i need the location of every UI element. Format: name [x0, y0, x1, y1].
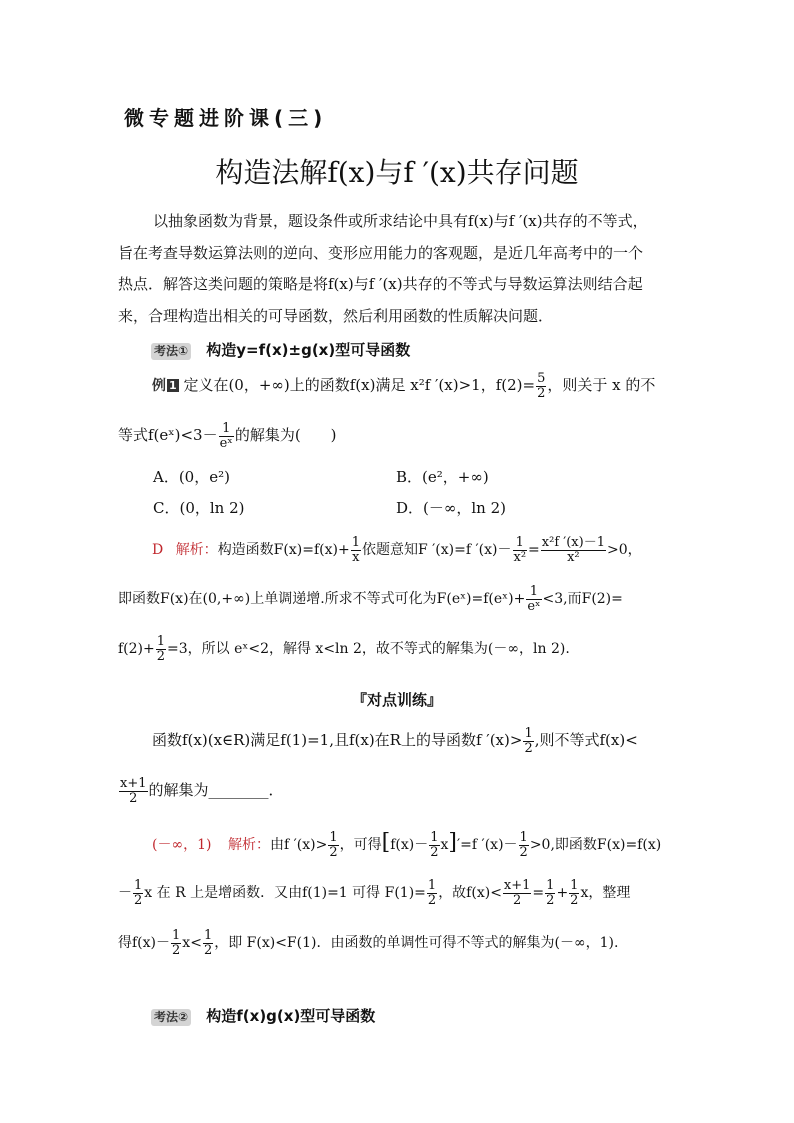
method1-badge: 考法①	[151, 343, 191, 360]
page-title: 构造法解f(x)与f ′(x)共存问题	[215, 156, 579, 189]
method1-title: 构造y=f(x)±g(x)型可导函数	[206, 341, 411, 359]
solution1-line1: D 解析：构造函数F(x)=f(x)+ $\frac{1}{x}$ 依题意知F ′(x)=f ′(x)－ $\frac{1}{\text{x²}}$ = $\frac{\text{x²f ′(x)－1}}{\text{x²}}$ >0，	[152, 534, 642, 565]
solution2-line1: (－∞，1) 解析：由f ′(x)> $\frac{1}{2}$ ，可得[f(x)－ $\frac{1}{2}$ x]′=f ′(x)－ $\frac{1}{2}$ >0,即函数F(x)=f(x)	[152, 829, 662, 860]
analysis-label: 解析：	[175, 542, 218, 558]
method2-badge: 考法②	[151, 1009, 191, 1026]
method1-header	[151, 339, 410, 360]
method2-header	[151, 1005, 375, 1026]
solution2-line2: － $\frac{1}{2}$ x 在 R 上是增函数．又由f(1)=1 可得 F(1)= $\frac{1}{2}$ ，故f(x)< $\frac{x+1}{2}$ = $\frac{1}{2}$ + $\frac{1}{2}$ x，整理	[118, 877, 631, 908]
solution1-line2: 即函数F(x)在(0,+∞)上单调递增.所求不等式可化为F(eˣ)=f(eˣ)+ $\frac{1}{\text{eˣ}}$ <3,而F(2)=	[118, 583, 623, 614]
method2-title: 构造f(x)g(x)型可导函数	[206, 1007, 376, 1025]
solution1-line3: f(2)+ $\frac{1}{2}$ =3，所以 eˣ<2，解得 x<ln 2，故不等式的解集为(－∞，ln 2).	[118, 633, 570, 664]
option-b[interactable]: B．(e²，+∞)	[396, 468, 489, 486]
analysis-label: 解析：	[227, 837, 270, 853]
option-c[interactable]: C．(0，ln 2)	[153, 499, 245, 517]
intro-line: 热点．解答这类问题的策略是将f(x)与f ′(x)共存的不等式与导数运算法则结合起	[118, 275, 643, 293]
fraction: $\frac{5}{2}$	[537, 370, 546, 401]
series-heading: 微专题进阶课(三)	[124, 106, 328, 130]
answer-mark: D	[152, 542, 164, 558]
example-badge: 例 1	[152, 378, 177, 394]
example1-stem-line1: 例 1 定义在(0，+∞)上的函数f(x)满足 x²f ′(x)>1，f(2)= $\frac{5}{2}$ ，则关于 x 的不	[152, 370, 656, 401]
exercise-line2: $\frac{x+1}{2}$ 的解集为________．	[120, 775, 284, 806]
intro-line: 来，合理构造出相关的可导函数，然后利用函数的性质解决问题．	[118, 307, 554, 325]
answer-mark: (－∞，1)	[152, 837, 212, 853]
fraction: $\frac{1}{\text{eˣ}}$	[219, 420, 233, 451]
exercise-line1: 函数f(x)(x∈R)满足f(1)=1,且f(x)在R上的导函数f ′(x)> $\frac{1}{2}$ ,则不等式f(x)<	[152, 725, 638, 756]
intro-line: 以抽象函数为背景，题设条件或所求结论中具有f(x)与f ′(x)共存的不等式，	[153, 212, 648, 230]
solution2-line3: 得f(x)－ $\frac{1}{2}$ x< $\frac{1}{2}$ ，即 F(x)<F(1)．由函数的单调性可得不等式的解集为(－∞，1).	[118, 927, 619, 958]
example1-stem-line2: 等式f(eˣ)<3－ $\frac{1}{\text{eˣ}}$ 的解集为( )	[118, 420, 337, 451]
intro-line: 旨在考查导数运算法则的逆向、变形应用能力的客观题，是近几年高考中的一个	[118, 244, 644, 262]
training-title: 『对点训练』	[351, 691, 442, 709]
option-a[interactable]: A．(0，e²)	[153, 468, 230, 486]
option-d[interactable]: D．(－∞，ln 2)	[396, 499, 506, 517]
